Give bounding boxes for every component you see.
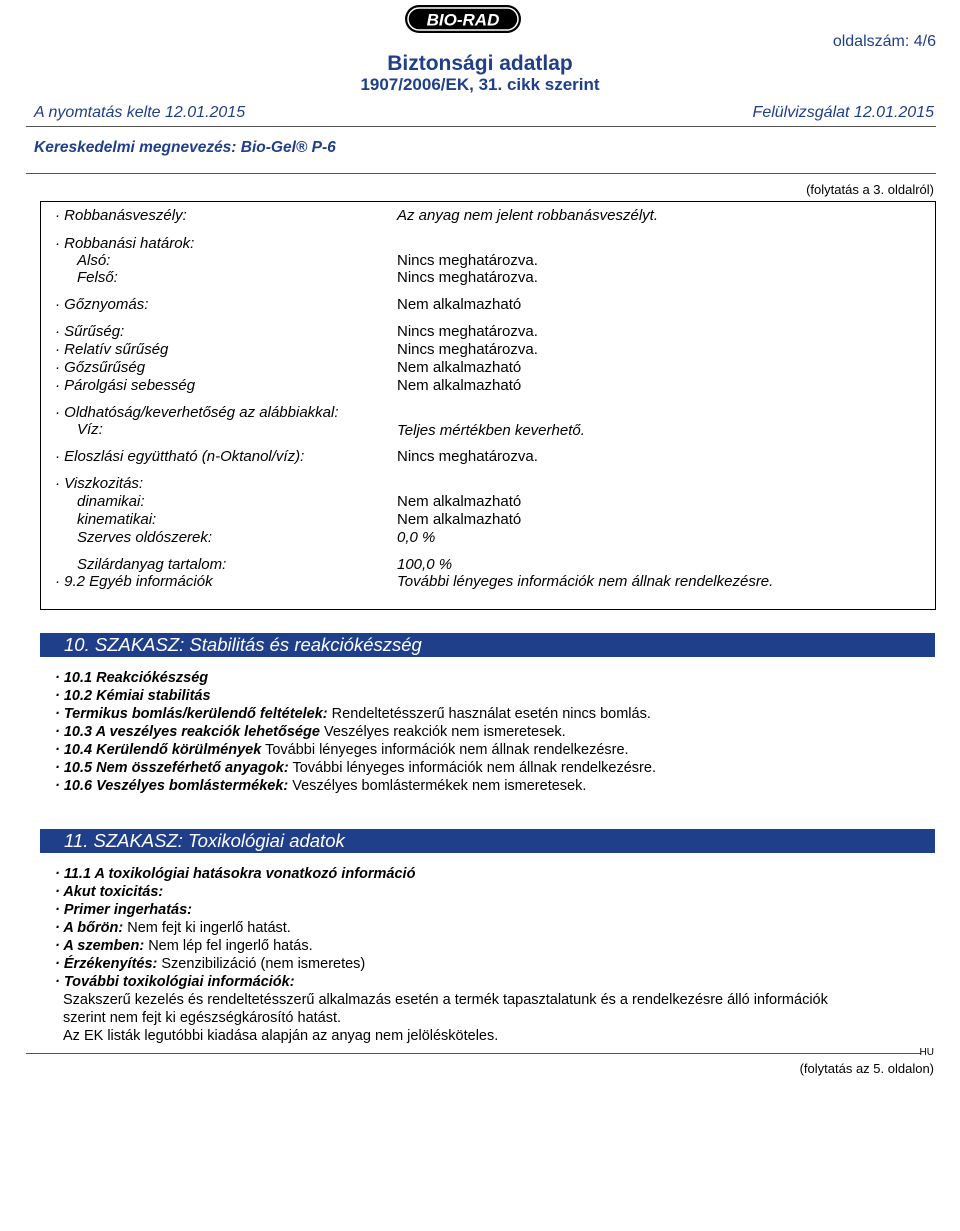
property-value: Nincs meghatározva. xyxy=(397,269,538,286)
section-10-line: · 10.6 Veszélyes bomlástermékek: Veszélyes bomlástermékek nem ismeretesek. xyxy=(55,778,587,794)
property-label: · Párolgási sebesség xyxy=(55,377,196,394)
section-10-line: · 10.3 A veszélyes reakciók lehetősége Veszélyes reakciók nem ismeretesek. xyxy=(55,724,566,740)
property-label: Szilárdanyag tartalom: xyxy=(77,556,227,573)
section-11-line: · Primer ingerhatás: xyxy=(55,902,192,918)
property-value: Nem alkalmazható xyxy=(397,377,522,394)
property-label: · 9.2 Egyéb információk xyxy=(55,573,213,590)
property-label: · Gőznyomás: xyxy=(55,296,149,313)
property-value: Nem alkalmazható xyxy=(397,493,522,510)
property-label: Víz: xyxy=(77,421,103,438)
section-11-line: · A szemben: Nem lép fel ingerlő hatás. xyxy=(55,938,313,954)
property-label: Felső: xyxy=(77,269,118,286)
section-10-line: · 10.4 Kerülendő körülmények További lényeges információk nem állnak rendelkezésre. xyxy=(55,742,629,758)
property-label: · Robbanásveszély: xyxy=(55,207,187,224)
toxicology-paragraph-line: Az EK listák legutóbbi kiadása alapján az anyag nem jelölésköteles. xyxy=(63,1028,499,1044)
property-label: kinematikai: xyxy=(77,511,157,528)
continued-to-note: (folytatás az 5. oldalon) xyxy=(799,1061,934,1076)
property-value: Nem alkalmazható xyxy=(397,511,522,528)
section-11-line: · A bőrön: Nem fejt ki ingerlő hatást. xyxy=(55,920,291,936)
property-value: Nincs meghatározva. xyxy=(397,341,538,358)
header-divider xyxy=(26,126,936,127)
section-10-header xyxy=(40,633,935,657)
section-11-line: · Akut toxicitás: xyxy=(55,884,164,900)
property-label: · Oldhatóság/keverhetőség az alábbiakkal: xyxy=(55,404,339,421)
section-10-line: · 10.5 Nem összeférhető anyagok: További lényeges információk nem állnak rendelkezésre. xyxy=(55,760,656,776)
property-value: 0,0 % xyxy=(397,529,436,546)
property-value: Teljes mértékben keverhető. xyxy=(397,422,585,439)
section-11-line: · További toxikológiai információk: xyxy=(55,974,295,990)
property-value: Nem alkalmazható xyxy=(397,359,522,376)
property-value: Nincs meghatározva. xyxy=(397,252,538,269)
property-label: · Gőzsűrűség xyxy=(55,359,146,376)
svg-text:BIO-RAD: BIO-RAD xyxy=(426,10,500,30)
section-10-line: · 10.2 Kémiai stabilitás xyxy=(55,688,211,704)
property-label: · Eloszlási együttható (n-Oktanol/víz): xyxy=(55,448,305,465)
property-value: Nem alkalmazható xyxy=(397,296,522,313)
revision-date: Felülvizsgálat 12.01.2015 xyxy=(752,104,934,121)
document-title: Biztonsági adatlap xyxy=(387,52,573,75)
print-date: A nyomtatás kelte 12.01.2015 xyxy=(34,104,246,121)
footer-divider xyxy=(26,1053,921,1054)
language-code: HU xyxy=(919,1047,934,1058)
continued-from-note: (folytatás a 3. oldalról) xyxy=(806,182,934,197)
property-label: · Sűrűség: xyxy=(55,323,125,340)
property-value: Az anyag nem jelent robbanásveszélyt. xyxy=(397,207,658,224)
document-subtitle: 1907/2006/EK, 31. cikk szerint xyxy=(360,75,600,94)
property-value: Nincs meghatározva. xyxy=(397,323,538,340)
property-label: · Relatív sűrűség xyxy=(55,341,169,358)
bio-rad-logo xyxy=(404,4,522,34)
toxicology-paragraph-line: Szakszerű kezelés és rendeltetésszerű alkalmazás esetén a termék tapasztalatunk és a rendelkezésre álló információk xyxy=(63,992,828,1008)
property-label: Alsó: xyxy=(77,252,111,269)
property-label: dinamikai: xyxy=(77,493,145,510)
section-11-line: · Érzékenyítés: Szenzibilizáció (nem ismeretes) xyxy=(55,956,366,972)
toxicology-paragraph-line: szerint nem fejt ki egészségkárosító hatást. xyxy=(63,1010,342,1026)
section-11-header xyxy=(40,829,935,853)
trade-name: Kereskedelmi megnevezés: Bio-Gel® P-6 xyxy=(34,139,336,156)
property-value: Nincs meghatározva. xyxy=(397,448,538,465)
section-10-line: · Termikus bomlás/kerülendő feltételek: Rendeltetésszerű használat esetén nincs bomlás. xyxy=(55,706,651,722)
property-value: 100,0 % xyxy=(397,556,453,573)
section-11-line: · 11.1 A toxikológiai hatásokra vonatkozó információ xyxy=(55,866,416,882)
property-label: Szerves oldószerek: xyxy=(77,529,213,546)
property-label: · Viszkozitás: xyxy=(55,475,144,492)
property-label: · Robbanási határok: xyxy=(55,235,195,252)
page-number: oldalszám: 4/6 xyxy=(832,33,936,50)
section-10-title: 10. SZAKASZ: Stabilitás és reakciókészség xyxy=(64,634,422,655)
trade-name-divider xyxy=(26,173,936,174)
section-10-line: · 10.1 Reakciókészség xyxy=(55,670,209,686)
property-value: További lényeges információk nem állnak rendelkezésre. xyxy=(397,573,774,590)
section-11-title: 11. SZAKASZ: Toxikológiai adatok xyxy=(64,830,345,851)
